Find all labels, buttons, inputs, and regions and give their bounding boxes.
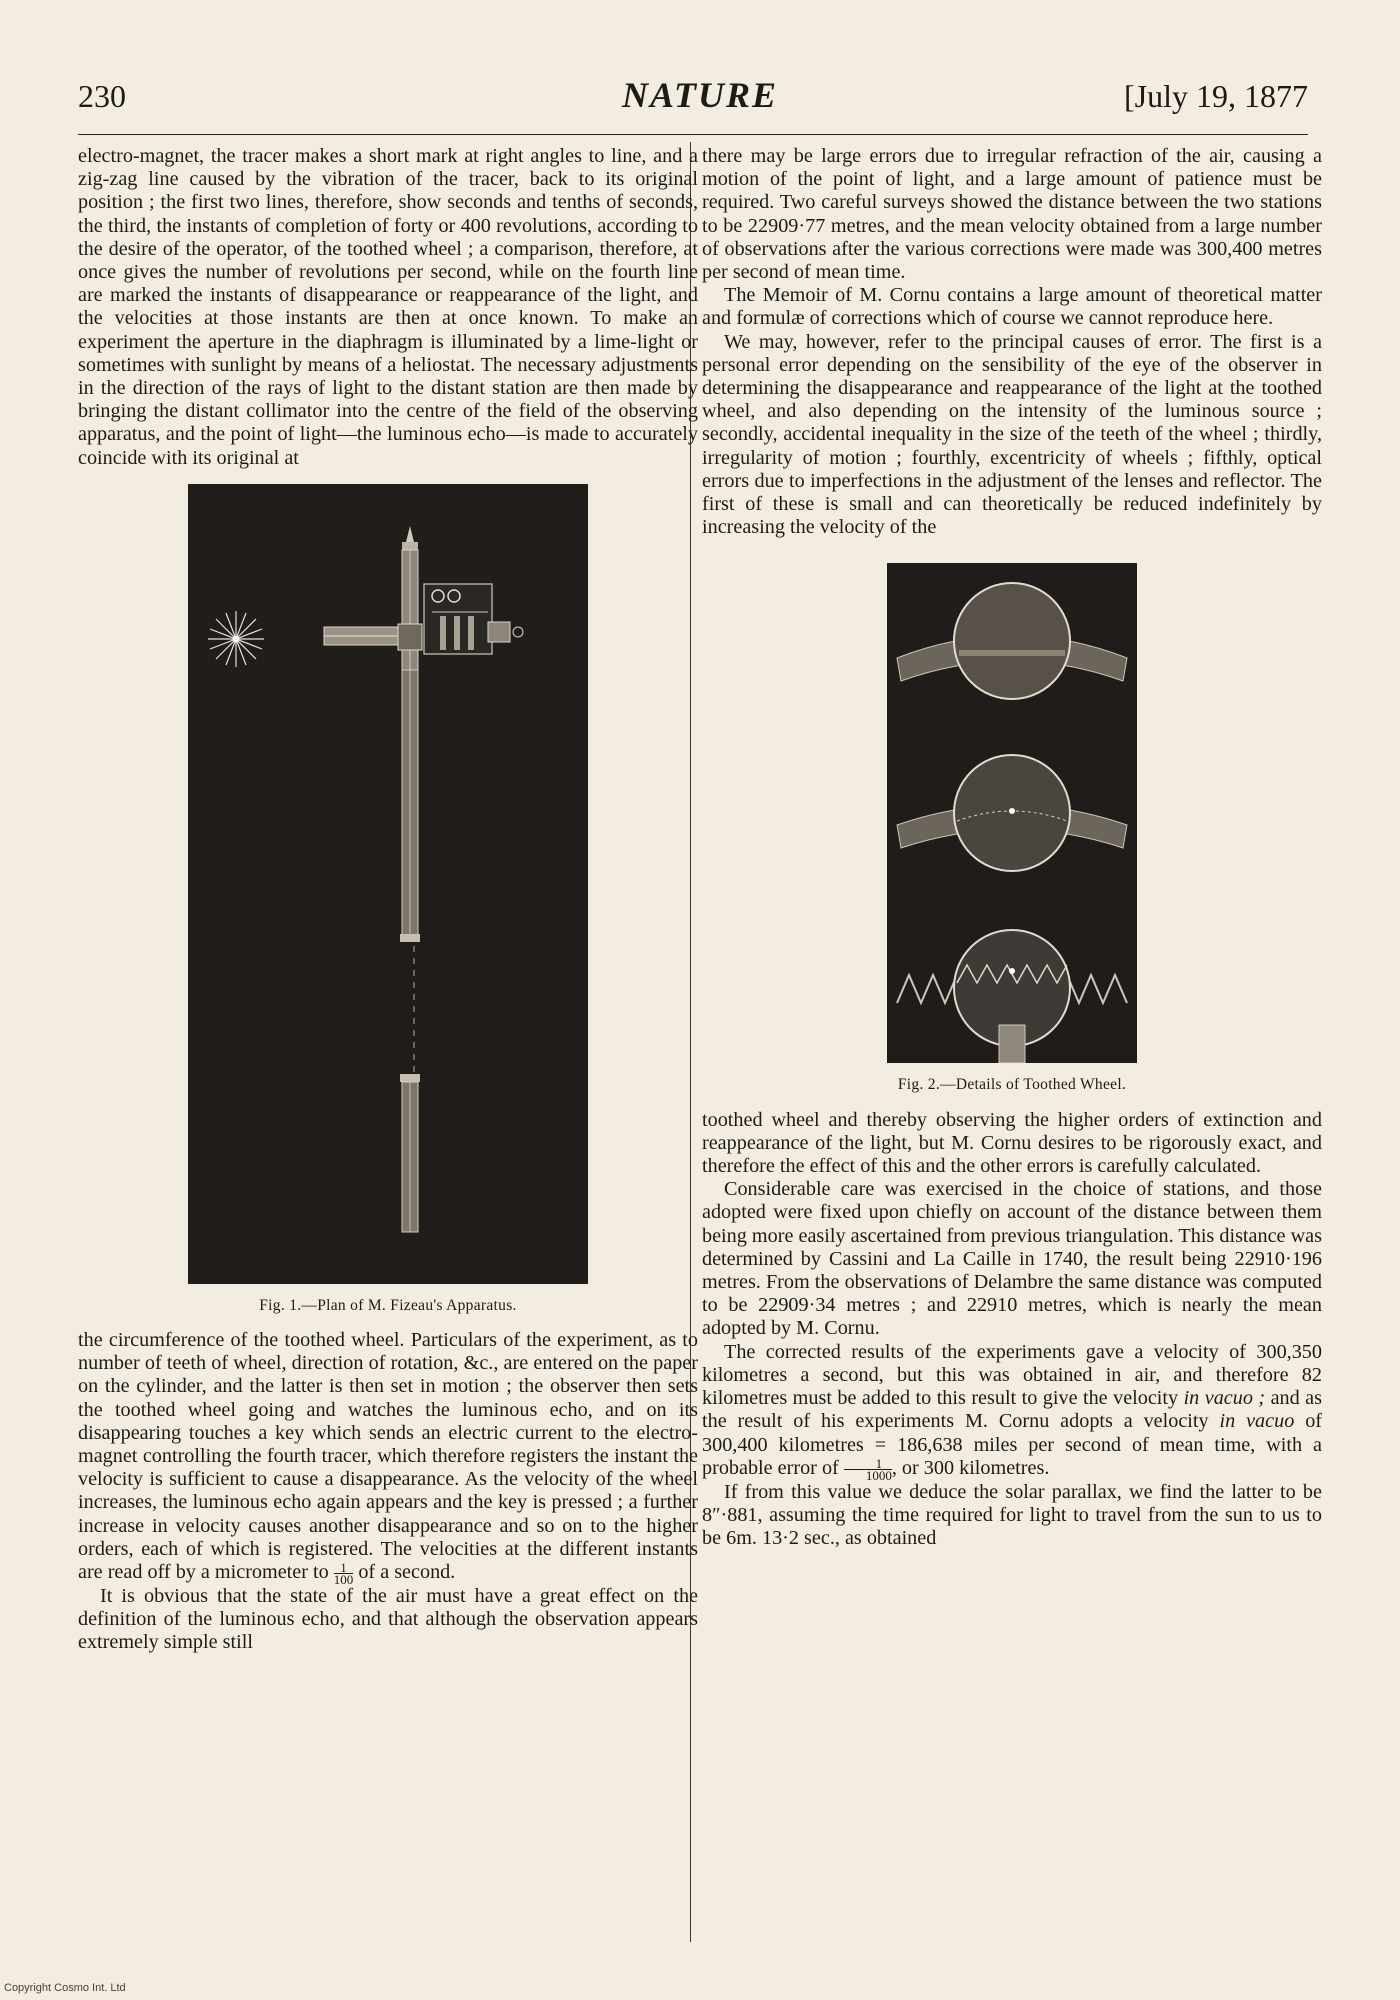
- fraction-hundredth: $\frac{1}{100}$: [333, 1559, 354, 1587]
- right-paragraph-2: The Memoir of M. Cornu contains a large amount of theoretical matter and formulæ of corrections which of course we cannot reproduce here.: [702, 284, 1322, 330]
- right-paragraph-7: If from this value we deduce the solar parallax, we find the latter to be 8″·881, assuming the time required for light to travel from the sun to us to be 6m. 13·2 sec., as obtained: [702, 1480, 1322, 1549]
- right-column: [702, 145, 1322, 1550]
- right-paragraph-4: toothed wheel and thereby observing the higher orders of extinction and reappearance of the light, but M. Cornu desires to be rigorously exact, and therefore the effect of this and the other errors is carefully calculated.: [702, 1108, 1322, 1178]
- left-column: [78, 145, 698, 1655]
- light-source-star: [208, 611, 264, 667]
- left-paragraph-3: It is obvious that the state of the air must have a great effect on the definition of the luminous echo, and that although the observation appears extremely simple still: [78, 1584, 698, 1654]
- page-header: [0, 75, 1400, 128]
- right-paragraph-5: Considerable care was exercised in the choice of stations, and those adopted were fixed upon chiefly on account of the distance between them being more easily ascertained from previous triangulation. This distance was determined by Cassini and La Caille in 1740, the result being 22910·196 metres. From the observations of Delambre the same distance was computed to be 22909·34 metres ; and 22910 metres, which is nearly the mean adopted by M. Cornu.: [702, 1178, 1322, 1340]
- figure-2-caption: Fig. 2.—Details of Toothed Wheel.: [897, 1076, 1127, 1094]
- page-number: 230: [78, 78, 126, 114]
- fraction-thousandth: $\frac{1}{1000}$: [844, 1458, 892, 1481]
- figure-1-caption: Fig. 1.—Plan of M. Fizeau's Apparatus.: [259, 1296, 517, 1314]
- fizeau-apparatus-figure: [188, 484, 588, 1284]
- copyright-notice: Copyright Cosmo Int. Ltd: [4, 1982, 126, 1994]
- journal-title: NATURE: [621, 75, 779, 115]
- right-paragraph-1: there may be large errors due to irregular refraction of the air, causing a motion of the point of light, and a large amount of patience must be required. Two careful surveys showed the distance between the two stations to be 22909·77 metres, and the mean velocity obtained from a large number of observations after the various corrections were made was 300,400 metres per second of mean time.: [702, 145, 1322, 284]
- toothed-wheel-figure: [887, 563, 1137, 1063]
- left-paragraph-2: the circumference of the toothed wheel. Particulars of the experiment, as to number of teeth of wheel, direction of rotation, &c., are entered on the paper on the cylinder, and the latter is then set in motion ; the observer then sets the toothed wheel going and watches the luminous echo, and on its disappearing touches a key which sends an electric current to the electro-magnet controlling the fourth tracer, which therefore registers the instant the velocity is sufficient to cause a disappearance. As the velocity of the wheel increases, the luminous echo again appears and the key is pressed ; a further increase in velocity causes another disappearance and so on to the higher orders, each of which is registered. The velocities at the different instants are read off by a micrometer to $\frac{1}{100}$ of a second.: [78, 1329, 698, 1587]
- left-paragraph-1: electro-magnet, the tracer makes a short mark at right angles to line, and a zig-zag line caused by the vibration of the tracer, back to its original position ; the first two lines, therefore, show seconds and tenths of seconds, the third, the instants of completion of forty or 400 revolutions, according to the desire of the operator, of the toothed wheel ; a comparison, therefore, at once gives the number of revolutions per second, while on the fourth line are marked the instants of disappearance or reappearance of the light, and the velocities at those instants are then at once known. To make an experiment the aperture in the diaphragm is illuminated by a lime-light or sometimes with sunlight by means of a heliostat. The necessary adjustments in the direction of the rays of light to the distant station are then made by bringing the distant collimator into the centre of the field of the observing apparatus, and the point of light—the luminous echo—is made to accurately coincide with its original at: [78, 145, 698, 469]
- header-rule: [78, 134, 1308, 135]
- issue-date: [July 19, 1877: [1124, 78, 1308, 114]
- right-paragraph-6: The corrected results of the experiments gave a velocity of 300,350 kilometres a second, but this was obtained in air, and therefore 82 kilometres must be added to this result to give the velocity in vacuo ; and as the result of his experiments M. Cornu adopts a velocity in vacuo of 300,400 kilometres = 186,638 miles per second of mean time, with a probable error of $\frac{1}{1000}$ , or 300 kilometres.: [702, 1340, 1323, 1483]
- right-paragraph-3: We may, however, refer to the principal causes of error. The first is a personal error depending on the sensibility of the eye of the observer in determining the disappearance and reappearance of the light at the toothed wheel, and also depending on the intensity of the luminous source ; secondly, accidental inequality in the size of the teeth of the wheel ; thirdly, irregularity of motion ; fourthly, excentricity of wheels ; fifthly, optical errors due to imperfections in the adjustment of the lenses and reflector. The first of these is small and can theoretically be reduced indefinitely by increasing the velocity of the: [702, 330, 1322, 539]
